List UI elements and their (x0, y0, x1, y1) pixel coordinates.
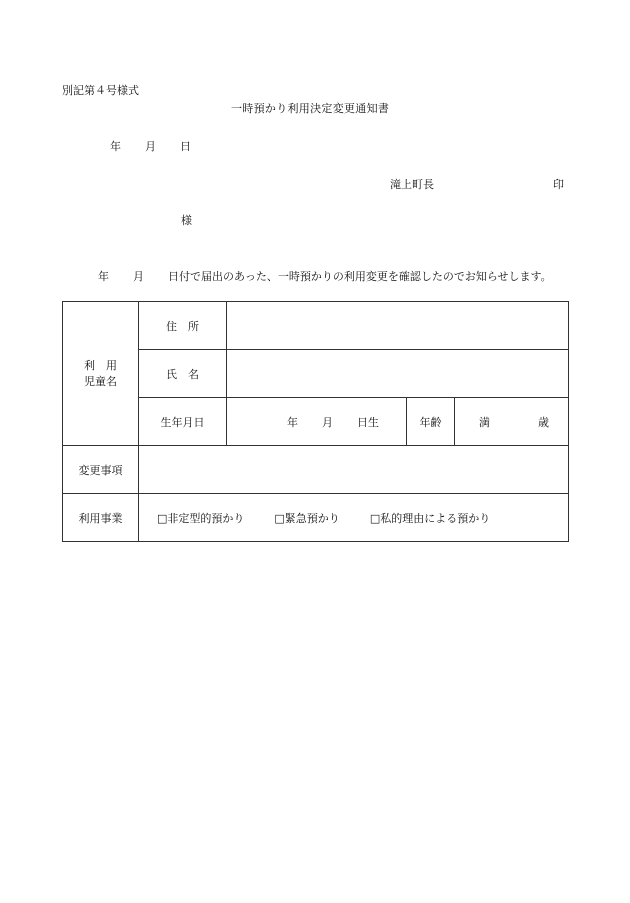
change-notice-table (62, 301, 569, 542)
age-field[interactable] (455, 398, 569, 446)
issue-month-label: 月 (145, 140, 156, 153)
seal-label: 印 (553, 178, 564, 191)
change-label: 変更事項 (63, 446, 139, 494)
birthdate-label: 生年月日 (139, 398, 227, 446)
service-label: 利用事業 (63, 494, 139, 542)
age-unit-label: 歳 (538, 415, 549, 429)
birthdate-field[interactable] (227, 398, 407, 446)
table-row (63, 398, 569, 446)
notice-year-label: 年 (98, 270, 109, 283)
table-row (63, 302, 569, 350)
service-option-irregular[interactable]: □非定型的預かり (157, 511, 245, 525)
document-title: 一時預かり利用決定変更通知書 (231, 102, 390, 115)
recipient-honorific: 様 (181, 214, 192, 227)
notice-text (98, 268, 552, 284)
birth-month-label: 月 (322, 415, 333, 429)
age-full-label: 満 (479, 415, 490, 429)
name-field[interactable] (227, 350, 569, 398)
table-row (63, 494, 569, 542)
notice-body: 日付で届出のあった、一時預かりの利用変更を確認したのでお知らせします。 (168, 270, 552, 283)
service-option-private[interactable]: □私的理由による預かり (369, 511, 491, 525)
service-options (139, 494, 569, 542)
table-row (63, 350, 569, 398)
address-field[interactable] (227, 302, 569, 350)
notice-month-label: 月 (133, 270, 144, 283)
issuer-name: 滝上町長 (390, 178, 434, 191)
birth-year-label: 年 (287, 415, 298, 429)
table-row (63, 446, 569, 494)
address-label: 住 所 (139, 302, 227, 350)
age-label: 年齢 (407, 398, 455, 446)
name-label: 氏 名 (139, 350, 227, 398)
child-label-line1: 利 用 (84, 358, 117, 372)
form-number: 別記第４号様式 (62, 84, 139, 97)
birth-day-label: 日生 (357, 415, 379, 429)
issue-day-label: 日 (180, 140, 191, 153)
service-option-emergency[interactable]: □緊急預かり (274, 511, 340, 525)
issue-date-line (110, 138, 191, 154)
child-label-line2: 児童名 (84, 374, 117, 388)
change-field[interactable] (139, 446, 569, 494)
issue-year-label: 年 (110, 140, 121, 153)
child-label-cell (63, 302, 139, 446)
